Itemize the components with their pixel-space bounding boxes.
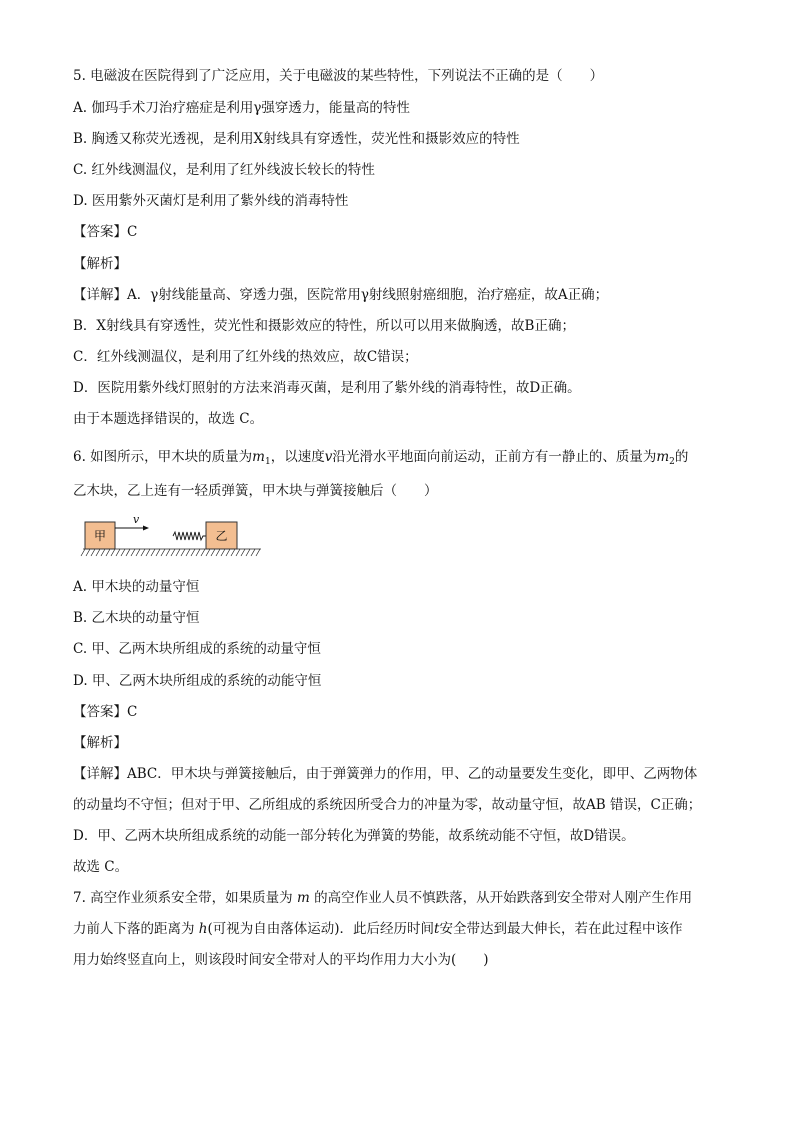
hatch-line: [231, 549, 235, 556]
q5-option-b: B. 胸透又称荧光透视，是利用X射线具有穿透性，荧光性和摄影效应的特性: [73, 131, 520, 147]
hatch-line: [216, 549, 220, 556]
hatch-line: [236, 549, 240, 556]
hatch-line: [201, 549, 205, 556]
q5-detail-3: C．红外线测温仪，是利用了红外线的热效应，故C错误；: [73, 349, 418, 365]
q6-stem-line1: 6. 如图所示，甲木块的质量为$m_1$，以速度v沿光滑水平地面向前运动，正前方有一静止的、质量为$m_2$的: [73, 449, 689, 467]
q5-answer: 【答案】C: [73, 224, 138, 240]
q6-option-b: B. 乙木块的动量守恒: [73, 610, 200, 626]
q6-option-d: D. 甲、乙两木块所组成的系统的动能守恒: [73, 673, 322, 689]
q6-option-a: A. 甲木块的动量守恒: [73, 579, 200, 595]
h-symbol: h: [198, 921, 208, 937]
hatch-line: [246, 549, 250, 556]
hatch-line: [186, 549, 190, 556]
q6-detail-3: D．甲、乙两木块所组成系统的动能一部分转化为弹簧的势能，故系统动能不守恒，故D错误。: [73, 828, 635, 844]
block-a-label: 甲: [93, 529, 107, 543]
hatch-line: [251, 549, 255, 556]
q5-option-c: C. 红外线测温仪，是利用了红外线波长较长的特性: [73, 162, 375, 178]
hatch-line: [126, 549, 130, 556]
hatch-line: [86, 549, 90, 556]
q5-detail-2: B．X射线具有穿透性，荧光性和摄影效应的特性，所以可以用来做胸透，故B正确；: [73, 318, 575, 334]
q6-analysis-label: 【解析】: [73, 735, 127, 751]
hatch-line: [166, 549, 170, 556]
hatch-line: [131, 549, 135, 556]
hatch-line: [256, 549, 260, 556]
hatch-line: [91, 549, 95, 556]
hatch-line: [161, 549, 165, 556]
hatch-line: [81, 549, 85, 556]
q5-detail-1: 【详解】A．γ射线能量高、穿透力强，医院常用γ射线照射癌细胞，治疗癌症，故A正确；: [73, 287, 609, 303]
q6-detail-2: 的动量均不守恒；但对于甲、乙所组成的系统因所受合力的冲量为零，故动量守恒，故AB 错误，C正确；: [73, 797, 702, 813]
velocity-label: v: [133, 513, 140, 526]
hatch-line: [226, 549, 230, 556]
hatch-line: [196, 549, 200, 556]
q6-detail-4: 故选 C。: [73, 859, 129, 875]
q6-detail-1: 【详解】ABC．甲木块与弹簧接触后，由于弹簧弹力的作用，甲、乙的动量要发生变化，即甲、乙两物体: [73, 766, 698, 782]
spring: [173, 532, 206, 540]
q5-option-d: D. 医用紫外灭菌灯是利用了紫外线的消毒特性: [73, 193, 349, 209]
hatch-line: [156, 549, 160, 556]
hatch-line: [141, 549, 145, 556]
q5-detail-5: 由于本题选择错误的，故选 C。: [73, 411, 264, 427]
m1-symbol: m: [252, 449, 265, 465]
arrow-head-icon: [143, 526, 149, 531]
q7-stem-line2: 力前人下落的距离为 h(可视为自由落体运动)．此后经历时间t安全带达到最大伸长，若在此过程中该作: [73, 921, 683, 937]
hatch-line: [106, 549, 110, 556]
hatch-line: [96, 549, 100, 556]
q5-analysis-label: 【解析】: [73, 256, 127, 272]
hatch-line: [171, 549, 175, 556]
q5-detail-4: D．医院用紫外线灯照射的方法来消毒灭菌，是利用了紫外线的消毒特性，故D正确。: [73, 380, 581, 396]
hatch-line: [191, 549, 195, 556]
hatch-line: [136, 549, 140, 556]
hatch-line: [181, 549, 185, 556]
q5-stem: 5. 电磁波在医院得到了广泛应用，关于电磁波的某些特性，下列说法不正确的是（ ）: [73, 68, 604, 84]
block-b-label: 乙: [215, 529, 228, 543]
hatch-line: [146, 549, 150, 556]
m2-symbol: m: [656, 449, 670, 465]
hatch-line: [241, 549, 245, 556]
q6-figure: [73, 512, 273, 562]
q7-stem-line3: 用力始终竖直向上，则该段时间安全带对人的平均作用力大小为( ): [73, 952, 489, 968]
q6-answer: 【答案】C: [73, 704, 138, 720]
q7-stem-line1: 7. 高空作业须系安全带，如果质量为 m 的高空作业人员不慎跌落，从开始跌落到安全带对人刚产生作用: [73, 890, 693, 906]
q5-option-a: A. 伽玛手术刀治疗癌症是利用γ强穿透力，能量高的特性: [73, 100, 410, 116]
hatch-line: [101, 549, 105, 556]
q6-stem-line2: 乙木块，乙上连有一轻质弹簧，甲木块与弹簧接触后（ ）: [73, 483, 438, 499]
hatch-line: [176, 549, 180, 556]
hatch-line: [121, 549, 125, 556]
t-symbol: t: [434, 921, 440, 937]
hatch-line: [221, 549, 225, 556]
hatch-line: [116, 549, 120, 556]
m-symbol: m: [296, 890, 310, 906]
hatch-line: [211, 549, 215, 556]
hatch-line: [111, 549, 115, 556]
v-symbol: v: [324, 449, 333, 465]
q6-option-c: C. 甲、乙两木块所组成的系统的动量守恒: [73, 641, 321, 657]
hatch-line: [206, 549, 210, 556]
hatch-line: [151, 549, 155, 556]
